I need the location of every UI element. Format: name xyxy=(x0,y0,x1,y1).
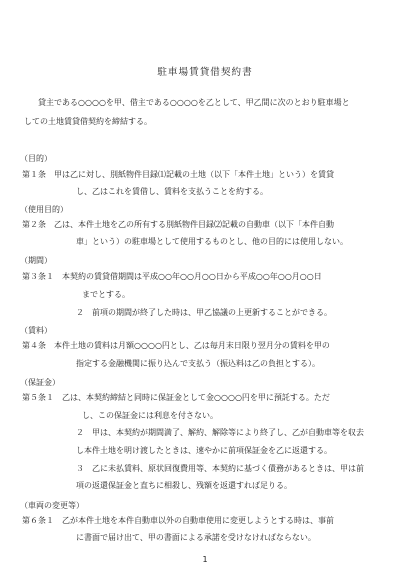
article-3-line-2: までとする。 xyxy=(82,290,130,299)
article-3-line-1: 第３条１ 本契約の賃貸借期間は平成○○年○○月○○日から平成○○年○○月○○日 xyxy=(22,272,322,281)
article-1-heading: （目的） xyxy=(20,154,52,163)
article-2-line-2: 車」という）の駐車場として使用するものとし、他の目的には使用しない。 xyxy=(76,237,348,246)
preamble-line-2: しての土地賃貸借契約を締結する。 xyxy=(24,117,152,126)
article-5-line-3: ２ 甲は、本契約が期間満了、解約、解除等により終了し、乙が自動車等を収去 xyxy=(76,428,364,437)
article-6-line-2: に書面で届け出て、甲の書面による承諾を受けなければならない。 xyxy=(76,533,316,542)
document-title: 駐車場賃貸借契約書 xyxy=(157,67,253,78)
article-3-heading: （期間） xyxy=(20,256,52,265)
article-5-line-5: ３ 乙に未払賃料、原状回復費用等、本契約に基づく債務があるときは、甲は前 xyxy=(76,464,364,473)
article-4-heading: （賃料） xyxy=(20,326,52,335)
article-5-line-1: 第５条１ 乙は、本契約締結と同時に保証金として金○○○○円を甲に預託する。ただ xyxy=(22,393,330,402)
article-4-line-2: 指定する金融機関に振り込んで支払う（振込料は乙の負担とする）。 xyxy=(76,359,320,368)
article-5-heading: （保証金） xyxy=(20,378,60,387)
article-4-line-1: 第４条 本件土地の賃料は月額○○○○円とし、乙は毎月末日限り翌月分の賃料を甲の xyxy=(22,341,330,350)
article-2-heading: （使用目的） xyxy=(20,205,68,214)
article-3-line-3: ２ 前項の期間が終了した時は、甲乙協議の上更新することができる。 xyxy=(76,308,332,317)
article-5-line-2: し、この保証金には利息を付さない。 xyxy=(82,411,218,420)
article-1-line-2: し、乙はこれを賃借し、賃料を支払うことを約する。 xyxy=(76,187,268,196)
article-5-line-4: し本件土地を明け渡したときは、速やかに前項保証金を乙に返還する。 xyxy=(76,446,332,455)
article-2-line-1: 第２条 乙は、本件土地を乙の所有する別紙物件目録⑵記載の自動車（以下「本件自動 xyxy=(22,220,334,229)
page-number: 1 xyxy=(202,555,208,564)
article-5-line-6: 項の返還保証金と直ちに相殺し、残額を返還すれば足りる。 xyxy=(76,481,292,490)
article-1-line-1: 第１条 甲は乙に対し、別紙物件目録⑴記載の土地（以下「本件土地」という）を賃貸 xyxy=(22,170,334,179)
preamble-line-1: 貸主である○○○○を甲、借主である○○○○を乙として、甲乙間に次のとおり駐車場と xyxy=(38,98,350,107)
article-6-heading: （車両の変更等） xyxy=(20,501,84,510)
article-6-line-1: 第６条１ 乙が本件土地を本件自動車以外の自動車使用に変更しようとする時は、事前 xyxy=(22,516,334,525)
